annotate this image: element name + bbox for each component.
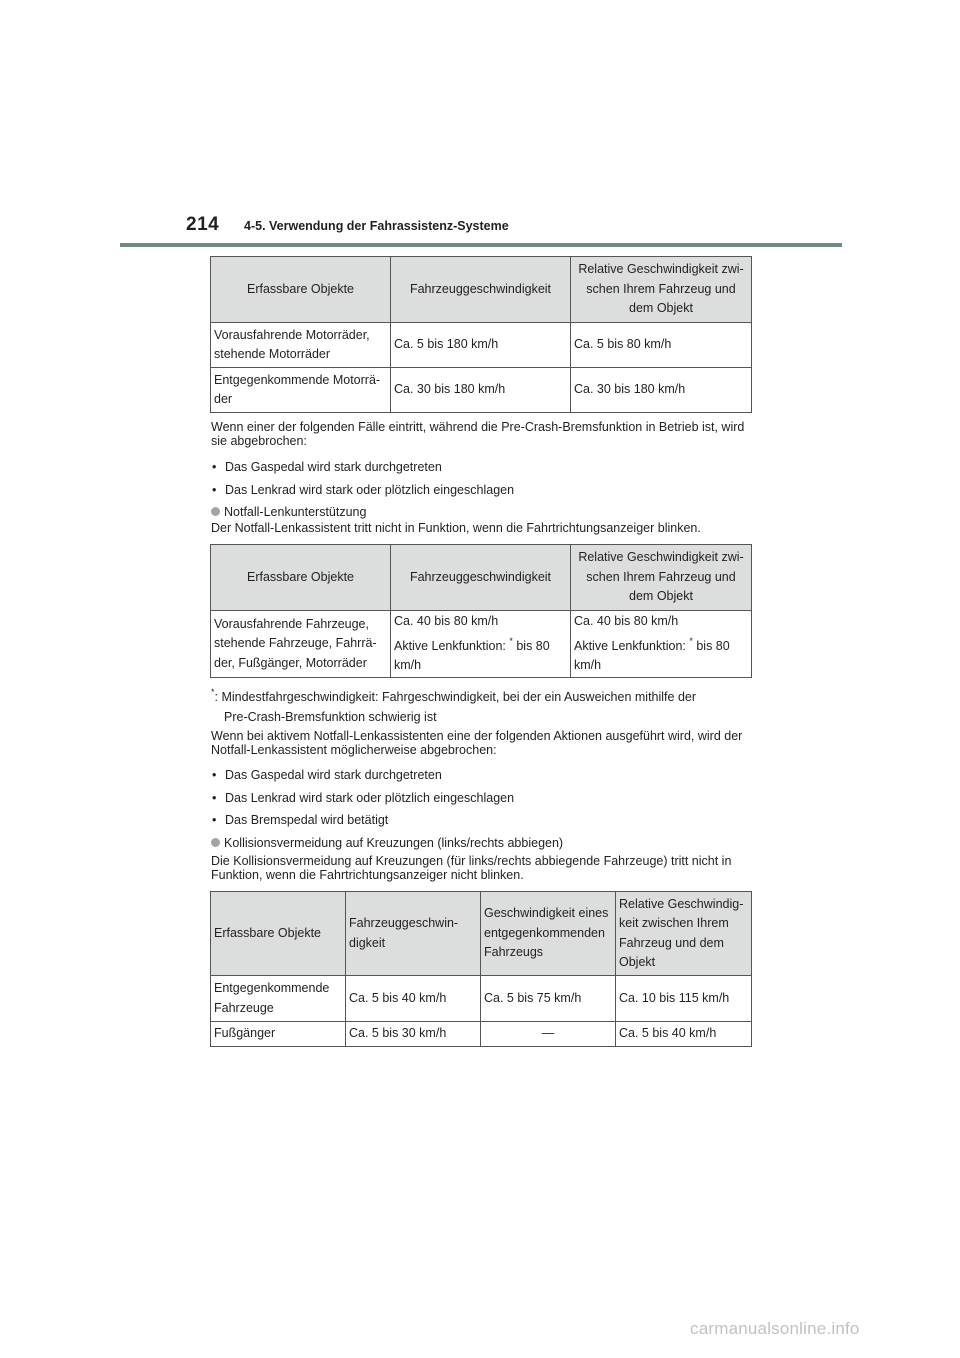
bullet-circle-icon [211, 838, 220, 847]
chapter-title: 4-5. Verwendung der Fahrassistenz-Systeme [244, 219, 509, 233]
table-header: Fahrzeuggeschwindigkeit [391, 257, 571, 323]
page-number: 214 [186, 214, 220, 235]
table-cell: Entgegenkommende Fahrzeuge [211, 976, 346, 1022]
table-cell: Fußgänger [211, 1022, 346, 1047]
cancellation-paragraph: Wenn einer der folgenden Fälle eintritt, während die Pre-Crash-Bremsfunktion in Betrieb ist, wird sie abgebrochen: [211, 420, 745, 448]
table-cell: Ca. 40 bis 80 km/h Aktive Lenkfunktion: * bis 80 km/h [571, 611, 752, 678]
table-header: Fahrzeuggeschwindigkeit [391, 545, 571, 611]
table-cell: — [481, 1022, 616, 1047]
intersection-paragraph: Die Kollisionsvermeidung auf Kreuzungen (für links/rechts abbiegende Fahrzeuge) tritt nicht in Funktion, wenn die Fahrtrichtungsanzeiger nicht blinken. [211, 854, 732, 882]
list-item: • Das Bremspedal wird betätigt [212, 813, 389, 827]
footnote: *: Mindestfahrgeschwindigkeit: Fahrgeschwindigkeit, bei der ein Ausweichen mithilfe der Pre-Crash-Bremsfunktion schwierig ist [211, 687, 697, 724]
emergency-steering-table [210, 544, 752, 678]
list-item: • Das Lenkrad wird stark oder plötzlich eingeschlagen [212, 483, 515, 497]
emergency-steering-paragraph: Der Notfall-Lenkassistent tritt nicht in Funktion, wenn die Fahrtrichtungsanzeiger blinken. [211, 521, 701, 535]
table-row [211, 368, 752, 413]
list-item: • Das Lenkrad wird stark oder plötzlich eingeschlagen [212, 791, 515, 805]
table-cell: Entgegenkommende Motorrä- der [211, 368, 391, 413]
table-cell: Ca. 40 bis 80 km/h Aktive Lenkfunktion: * bis 80 km/h [391, 611, 571, 678]
table-row [211, 976, 752, 1022]
table-cell: Ca. 5 bis 180 km/h [391, 323, 571, 368]
emergency-steering-cancel-paragraph: Wenn bei aktivem Notfall-Lenkassistenten eine der folgenden Aktionen ausgeführt wird, wird der Notfall-Lenkassistent möglicherweise abgebrochen: [211, 729, 743, 757]
table-header: Relative Geschwindigkeit zwi- schen Ihrem Fahrzeug und dem Objekt [571, 257, 752, 323]
table-header: Erfassbare Objekte [211, 545, 391, 611]
table-cell: Ca. 30 bis 180 km/h [391, 368, 571, 413]
table-header: Geschwindigkeit eines entgegenkommenden Fahrzeugs [481, 892, 616, 976]
table-cell: Ca. 5 bis 40 km/h [616, 1022, 752, 1047]
bullet-circle-icon [211, 507, 220, 516]
section-heading-intersection: Kollisionsvermeidung auf Kreuzungen (links/rechts abbiegen) [211, 836, 563, 850]
table-cell: Ca. 30 bis 180 km/h [571, 368, 752, 413]
motorcycle-detection-table [210, 256, 752, 413]
table-cell: Ca. 5 bis 30 km/h [346, 1022, 481, 1047]
table-header: Fahrzeuggeschwin- digkeit [346, 892, 481, 976]
table-cell: Ca. 10 bis 115 km/h [616, 976, 752, 1022]
section-heading-emergency-steering: Notfall-Lenkunterstützung [211, 505, 366, 519]
list-item: • Das Gaspedal wird stark durchgetreten [212, 768, 442, 782]
table-cell: Ca. 5 bis 40 km/h [346, 976, 481, 1022]
table-row [211, 323, 752, 368]
table-cell: Ca. 5 bis 75 km/h [481, 976, 616, 1022]
table-cell: Vorausfahrende Fahrzeuge, stehende Fahrzeuge, Fahrrä- der, Fußgänger, Motorräder [211, 611, 391, 678]
table-header: Relative Geschwindig- keit zwischen Ihrem Fahrzeug und dem Objekt [616, 892, 752, 976]
intersection-table [210, 891, 752, 1047]
table-header: Erfassbare Objekte [211, 892, 346, 976]
table-header: Erfassbare Objekte [211, 257, 391, 323]
table-header: Relative Geschwindigkeit zwi- schen Ihrem Fahrzeug und dem Objekt [571, 545, 752, 611]
table-row [211, 611, 752, 678]
table-cell: Ca. 5 bis 80 km/h [571, 323, 752, 368]
watermark: carmanualsonline.info [690, 1319, 860, 1338]
table-cell: Vorausfahrende Motorräder, stehende Motorräder [211, 323, 391, 368]
table-row [211, 1022, 752, 1047]
list-item: • Das Gaspedal wird stark durchgetreten [212, 460, 442, 474]
header-divider [120, 243, 842, 247]
